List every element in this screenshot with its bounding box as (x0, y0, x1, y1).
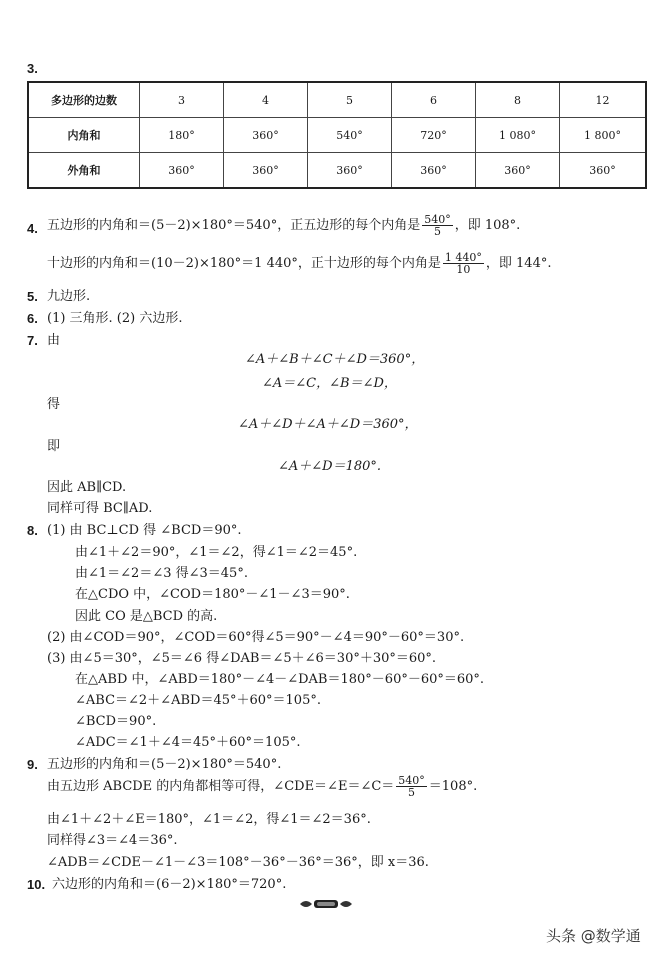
table-cell: 6 (392, 82, 476, 118)
watermark: 头条 @数学通 (546, 927, 641, 945)
q9-line2-text: 由五边形 ABCDE 的内角都相等可得，∠CDE＝∠E＝∠C＝ (47, 779, 395, 794)
q8-part1-line2: 由∠1＋∠2＝90°，∠1＝∠2，得∠1＝∠2＝45°. (75, 545, 358, 560)
polygon-angle-table (27, 81, 647, 189)
table-cell: 360° (224, 153, 308, 189)
q4-line-2-tail: ，即 144°. (485, 256, 552, 271)
q7-equation-4: ∠A＋∠D＝180°. (278, 459, 382, 474)
table-cell: 360° (140, 153, 224, 189)
q10-number: 10. (27, 877, 46, 892)
q5-text: 九边形. (47, 289, 91, 304)
table-cell: 5 (308, 82, 392, 118)
table-cell: 1 800° (560, 118, 647, 153)
page-ornament-icon (298, 897, 354, 911)
q9-line2-tail: ＝108°. (428, 779, 478, 794)
fraction-numerator: 540° (398, 774, 425, 787)
table-cell: 12 (560, 82, 647, 118)
table-cell: 360° (560, 153, 647, 189)
q10-text: 六边形的内角和＝(6－2)×180°＝720°. (52, 877, 287, 892)
table-row (28, 153, 646, 189)
q7-conclusion-2: 同样可得 BC∥AD. (47, 501, 153, 516)
table-cell: 360° (308, 153, 392, 189)
table-header-exterior: 外角和 (28, 153, 140, 189)
q4-line-2-text: 十边形的内角和＝(10－2)×180°＝1 440°，正十边形的每个内角是 (47, 256, 441, 271)
table-cell: 4 (224, 82, 308, 118)
q3-number: 3. (27, 61, 38, 76)
q7-equation-1: ∠A＋∠B＋∠C＋∠D＝360°， (245, 352, 425, 367)
q9-line4: 同样得∠3＝∠4＝36°. (47, 833, 178, 848)
q9-line3: 由∠1＋∠2＋∠E＝180°，∠1＝∠2，得∠1＝∠2＝36°. (47, 812, 371, 827)
q7-equation-3: ∠A＋∠D＋∠A＋∠D＝360°， (238, 417, 418, 432)
q7-ji: 即 (47, 439, 61, 454)
q9-line2 (47, 775, 477, 798)
fraction-denominator: 5 (408, 786, 416, 799)
q7-equation-2: ∠A＝∠C，∠B＝∠D， (262, 376, 397, 391)
q4-fraction-2 (443, 252, 484, 275)
q9-line1: 五边形的内角和＝(5－2)×180°＝540°. (47, 757, 282, 772)
fraction-denominator: 5 (433, 225, 441, 238)
q8-part1-line3: 由∠1＝∠2＝∠3 得∠3＝45°. (75, 566, 248, 581)
table-cell: 8 (476, 82, 560, 118)
q6-number: 6. (27, 311, 38, 326)
q8-part1-line5: 因此 CO 是△BCD 的高. (75, 609, 218, 624)
q4-line-1-tail: ，即 108°. (454, 218, 521, 233)
q4-fraction-1 (422, 214, 453, 237)
table-cell: 3 (140, 82, 224, 118)
fraction-denominator: 10 (456, 263, 471, 276)
table-row (28, 118, 646, 153)
table-row (28, 82, 646, 118)
table-cell: 720° (392, 118, 476, 153)
table-header-interior: 内角和 (28, 118, 140, 153)
q9-number: 9. (27, 757, 38, 772)
fraction-numerator: 540° (424, 213, 451, 226)
q8-part2: (2) 由∠COD＝90°，∠COD＝60°得∠5＝90°－∠4＝90°－60°＝30°. (47, 630, 465, 645)
q8-part3-line1: (3) 由∠5＝30°，∠5＝∠6 得∠DAB＝∠5＋∠6＝30°＋30°＝60°. (47, 651, 437, 666)
q9-line5: ∠ADB＝∠CDE－∠1－∠3＝108°－36°－36°＝36°，即 x＝36. (47, 855, 429, 870)
q4-line-2 (47, 252, 551, 275)
table-cell: 540° (308, 118, 392, 153)
q8-part3-line3: ∠ABC＝∠2＋∠ABD＝45°＋60°＝105°. (75, 693, 321, 708)
table-header-sides: 多边形的边数 (28, 82, 140, 118)
q4-number: 4. (27, 221, 38, 236)
fraction-numerator: 1 440° (444, 251, 482, 264)
q8-part3-line2: 在△ABD 中，∠ABD＝180°－∠4－∠DAB＝180°－60°－60°＝60°. (75, 672, 485, 687)
table-cell: 360° (392, 153, 476, 189)
q8-part3-line5: ∠ADC＝∠1＋∠4＝45°＋60°＝105°. (75, 735, 301, 750)
q8-part3-line4: ∠BCD＝90°. (75, 714, 157, 729)
q7-de: 得 (47, 397, 61, 412)
q4-line-1-text: 五边形的内角和＝(5－2)×180°＝540°，正五边形的每个内角是 (47, 218, 421, 233)
q8-number: 8. (27, 523, 38, 538)
q4-line-1 (47, 214, 520, 237)
table-cell: 360° (476, 153, 560, 189)
q7-intro: 由 (47, 333, 61, 348)
table-cell: 360° (224, 118, 308, 153)
table-cell: 1 080° (476, 118, 560, 153)
q7-conclusion-1: 因此 AB∥CD. (47, 480, 127, 495)
q9-fraction (396, 775, 427, 798)
q8-part1-line1: (1) 由 BC⊥CD 得 ∠BCD＝90°. (47, 523, 242, 538)
q7-number: 7. (27, 333, 38, 348)
q5-number: 5. (27, 289, 38, 304)
table-cell: 180° (140, 118, 224, 153)
q8-part1-line4: 在△CDO 中，∠COD＝180°－∠1－∠3＝90°. (75, 587, 350, 602)
q6-text: (1) 三角形. (2) 六边形. (47, 311, 183, 326)
